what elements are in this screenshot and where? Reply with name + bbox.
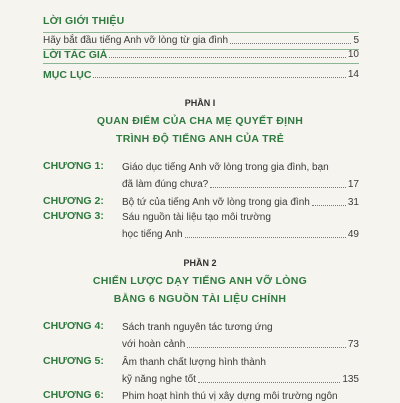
- chapter-5-label: CHƯƠNG 5:: [43, 355, 104, 367]
- dot-leader: [109, 57, 346, 58]
- chapter-4-line-2[interactable]: [122, 337, 359, 351]
- part-1-title-line-1: QUAN ĐIỂM CỦA CHA MẸ QUYẾT ĐỊNH: [96, 115, 304, 127]
- chapter-title: đã làm đúng chưa?: [122, 179, 209, 190]
- chapter-title: Sách tranh nguyên tác tương ứng: [122, 322, 273, 333]
- chapter-4-label: CHƯƠNG 4:: [43, 320, 104, 332]
- chapter-2-line-1[interactable]: [122, 195, 359, 209]
- entry-text: Hãy bắt đầu tiếng Anh vỡ lòng từ gia đình: [43, 35, 229, 46]
- toc-entry-author-word[interactable]: [43, 45, 359, 61]
- chapter-5-line-1[interactable]: [122, 355, 359, 369]
- part-2-title-line-1: CHIẾN LƯỢC DẠY TIẾNG ANH VỠ LÒNG: [92, 275, 308, 287]
- intro-heading: LỜI GIỚI THIỆU: [43, 15, 125, 27]
- part-1-label: PHẦN I: [184, 98, 216, 108]
- dot-leader: [312, 205, 346, 206]
- chapter-6-label: CHƯƠNG 6:: [43, 389, 104, 401]
- divider: [43, 63, 359, 64]
- toc-entry-contents[interactable]: [43, 65, 359, 81]
- chapter-title: Phim hoạt hình thú vị xây dựng môi trường ngôn: [122, 391, 338, 402]
- chapter-title: với hoàn cảnh: [122, 339, 186, 350]
- page-number: 49: [347, 229, 359, 240]
- chapter-5-line-2[interactable]: [122, 372, 359, 386]
- chapter-3-line-1[interactable]: [122, 210, 359, 224]
- chapter-title: Âm thanh chất lượng hình thành: [122, 357, 266, 368]
- chapter-1-line-1[interactable]: [122, 160, 359, 174]
- chapter-title: Bộ tứ của tiếng Anh vỡ lòng trong gia đình: [122, 197, 310, 208]
- page-number: 73: [347, 339, 359, 350]
- dot-leader: [230, 43, 351, 44]
- part-2-title-line-2: BẰNG 6 NGUỒN TÀI LIỆU CHÍNH: [113, 293, 287, 305]
- chapter-title: Sáu nguồn tài liệu tạo môi trường: [122, 212, 271, 223]
- chapter-1-label: CHƯƠNG 1:: [43, 160, 104, 172]
- dot-leader: [93, 77, 345, 78]
- chapter-title: Giáo dục tiếng Anh vỡ lòng trong gia đình, bạn: [122, 162, 329, 173]
- part-1-title-line-2: TRÌNH ĐỘ TIẾNG ANH CỦA TRẺ: [115, 133, 285, 145]
- chapter-1-line-2[interactable]: [122, 177, 359, 191]
- author-word-label: LỜI TÁC GIẢ: [43, 49, 108, 61]
- contents-label: MỤC LỤC: [43, 69, 92, 81]
- chapter-title: kỹ năng nghe tốt: [122, 374, 196, 385]
- chapter-2-label: CHƯƠNG 2:: [43, 195, 104, 207]
- part-2-label: PHẦN 2: [183, 258, 217, 268]
- page-number: 31: [347, 197, 359, 208]
- chapter-title: học tiếng Anh: [122, 229, 183, 240]
- page-number: 10: [347, 49, 359, 60]
- chapter-6-line-1[interactable]: [122, 389, 359, 403]
- dot-leader: [210, 187, 346, 188]
- dot-leader: [185, 237, 346, 238]
- page-number: 5: [353, 35, 359, 46]
- chapter-3-line-2[interactable]: [122, 227, 359, 241]
- dot-leader: [187, 347, 346, 348]
- chapter-4-line-1[interactable]: [122, 320, 359, 334]
- page-number: 17: [347, 179, 359, 190]
- chapter-3-label: CHƯƠNG 3:: [43, 210, 104, 222]
- dot-leader: [198, 382, 340, 383]
- page-number: 14: [347, 69, 359, 80]
- page-number: 135: [342, 374, 359, 385]
